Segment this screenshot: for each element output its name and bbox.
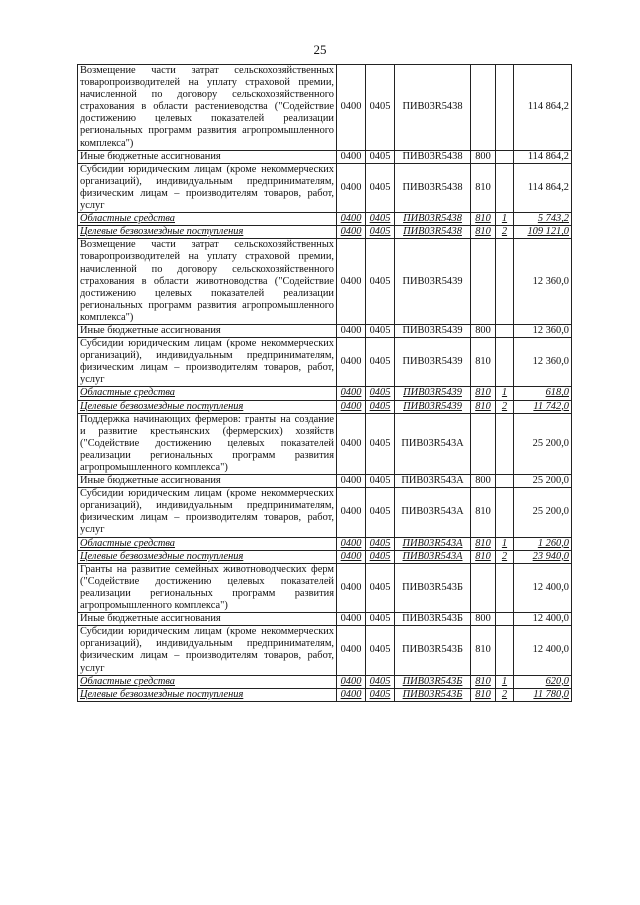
row-target-code: ПИВ03R543Б bbox=[395, 675, 471, 688]
row-amount: 12 360,0 bbox=[514, 324, 572, 337]
table-row bbox=[78, 613, 572, 626]
row-amount: 5 743,2 bbox=[514, 213, 572, 226]
row-name: Гранты на развитие семейных животноводческих ферм ("Содействие достижению целевых показателей реализации региональных программ развития агропромышленного комплекса") bbox=[78, 563, 337, 612]
row-section-code: 0400 bbox=[337, 226, 366, 239]
row-target-code: ПИВ03R5439 bbox=[395, 239, 471, 325]
row-subsection-code: 0405 bbox=[366, 475, 395, 488]
row-section-code: 0400 bbox=[337, 550, 366, 563]
row-amount: 618,0 bbox=[514, 387, 572, 400]
row-section-code: 0400 bbox=[337, 563, 366, 612]
row-source-code bbox=[496, 613, 514, 626]
row-target-code: ПИВ03R543Б bbox=[395, 563, 471, 612]
table-row bbox=[78, 488, 572, 537]
row-section-code: 0400 bbox=[337, 150, 366, 163]
row-name: Целевые безвозмездные поступления bbox=[78, 688, 337, 701]
row-source-code: 1 bbox=[496, 213, 514, 226]
row-target-code: ПИВ03R543А bbox=[395, 550, 471, 563]
table-row bbox=[78, 563, 572, 612]
row-section-code: 0400 bbox=[337, 626, 366, 675]
row-subsection-code: 0405 bbox=[366, 163, 395, 212]
row-source-code bbox=[496, 65, 514, 151]
row-amount: 11 780,0 bbox=[514, 688, 572, 701]
table-row bbox=[78, 550, 572, 563]
table-row bbox=[78, 387, 572, 400]
row-expense-type-code: 800 bbox=[471, 475, 496, 488]
row-expense-type-code bbox=[471, 239, 496, 325]
table-row bbox=[78, 338, 572, 387]
row-section-code: 0400 bbox=[337, 387, 366, 400]
row-section-code: 0400 bbox=[337, 163, 366, 212]
table-row bbox=[78, 413, 572, 474]
row-subsection-code: 0405 bbox=[366, 324, 395, 337]
table-row bbox=[78, 65, 572, 151]
table-row bbox=[78, 226, 572, 239]
row-target-code: ПИВ03R543А bbox=[395, 475, 471, 488]
row-expense-type-code: 810 bbox=[471, 387, 496, 400]
row-amount: 12 360,0 bbox=[514, 338, 572, 387]
row-subsection-code: 0405 bbox=[366, 626, 395, 675]
row-source-code bbox=[496, 324, 514, 337]
row-subsection-code: 0405 bbox=[366, 338, 395, 387]
row-subsection-code: 0405 bbox=[366, 226, 395, 239]
row-section-code: 0400 bbox=[337, 65, 366, 151]
row-source-code: 2 bbox=[496, 400, 514, 413]
row-amount: 12 400,0 bbox=[514, 626, 572, 675]
row-amount: 12 400,0 bbox=[514, 613, 572, 626]
row-section-code: 0400 bbox=[337, 537, 366, 550]
table-row bbox=[78, 150, 572, 163]
row-name: Иные бюджетные ассигнования bbox=[78, 475, 337, 488]
row-name: Целевые безвозмездные поступления bbox=[78, 550, 337, 563]
row-source-code bbox=[496, 163, 514, 212]
row-expense-type-code: 810 bbox=[471, 537, 496, 550]
row-amount: 25 200,0 bbox=[514, 413, 572, 474]
row-section-code: 0400 bbox=[337, 413, 366, 474]
row-name: Иные бюджетные ассигнования bbox=[78, 613, 337, 626]
row-expense-type-code: 810 bbox=[471, 675, 496, 688]
row-expense-type-code: 800 bbox=[471, 613, 496, 626]
row-name: Иные бюджетные ассигнования bbox=[78, 150, 337, 163]
row-name: Субсидии юридическим лицам (кроме некоммерческих организаций), индивидуальным предпринимателям, физическим лицам – производителям товаров, работ, услуг bbox=[78, 626, 337, 675]
row-target-code: ПИВ03R5438 bbox=[395, 65, 471, 151]
row-expense-type-code: 810 bbox=[471, 226, 496, 239]
row-expense-type-code: 810 bbox=[471, 400, 496, 413]
row-subsection-code: 0405 bbox=[366, 213, 395, 226]
row-source-code: 1 bbox=[496, 387, 514, 400]
row-section-code: 0400 bbox=[337, 338, 366, 387]
row-section-code: 0400 bbox=[337, 239, 366, 325]
table-row bbox=[78, 537, 572, 550]
row-target-code: ПИВ03R543Б bbox=[395, 613, 471, 626]
row-target-code: ПИВ03R5438 bbox=[395, 213, 471, 226]
row-amount: 114 864,2 bbox=[514, 150, 572, 163]
row-name: Областные средства bbox=[78, 675, 337, 688]
row-section-code: 0400 bbox=[337, 488, 366, 537]
row-name: Субсидии юридическим лицам (кроме некоммерческих организаций), индивидуальным предпринимателям, физическим лицам – производителям товаров, работ, услуг bbox=[78, 338, 337, 387]
row-expense-type-code: 800 bbox=[471, 150, 496, 163]
row-subsection-code: 0405 bbox=[366, 488, 395, 537]
row-name: Иные бюджетные ассигнования bbox=[78, 324, 337, 337]
row-target-code: ПИВ03R5438 bbox=[395, 163, 471, 212]
row-target-code: ПИВ03R543Б bbox=[395, 688, 471, 701]
table-row bbox=[78, 239, 572, 325]
row-subsection-code: 0405 bbox=[366, 150, 395, 163]
row-source-code bbox=[496, 563, 514, 612]
row-amount: 109 121,0 bbox=[514, 226, 572, 239]
row-section-code: 0400 bbox=[337, 675, 366, 688]
row-source-code: 2 bbox=[496, 688, 514, 701]
row-name: Целевые безвозмездные поступления bbox=[78, 226, 337, 239]
row-source-code: 1 bbox=[496, 675, 514, 688]
row-subsection-code: 0405 bbox=[366, 387, 395, 400]
row-subsection-code: 0405 bbox=[366, 413, 395, 474]
row-subsection-code: 0405 bbox=[366, 613, 395, 626]
row-source-code bbox=[496, 488, 514, 537]
row-expense-type-code bbox=[471, 413, 496, 474]
row-expense-type-code bbox=[471, 65, 496, 151]
row-subsection-code: 0405 bbox=[366, 675, 395, 688]
row-source-code bbox=[496, 150, 514, 163]
row-amount: 12 360,0 bbox=[514, 239, 572, 325]
table-row bbox=[78, 400, 572, 413]
row-name: Поддержка начинающих фермеров: гранты на создание и развитие крестьянских (фермерских) хозяйств ("Содействие достижению целевых показателей реализации региональных программ развития агропромышленного комплекса") bbox=[78, 413, 337, 474]
row-amount: 11 742,0 bbox=[514, 400, 572, 413]
row-target-code: ПИВ03R543А bbox=[395, 488, 471, 537]
row-subsection-code: 0405 bbox=[366, 563, 395, 612]
row-source-code: 2 bbox=[496, 226, 514, 239]
table-row bbox=[78, 163, 572, 212]
row-subsection-code: 0405 bbox=[366, 239, 395, 325]
row-expense-type-code: 810 bbox=[471, 163, 496, 212]
row-source-code bbox=[496, 413, 514, 474]
row-expense-type-code: 810 bbox=[471, 488, 496, 537]
row-name: Субсидии юридическим лицам (кроме некоммерческих организаций), индивидуальным предпринимателям, физическим лицам – производителям товаров, работ, услуг bbox=[78, 488, 337, 537]
row-name: Возмещение части затрат сельскохозяйственных товаропроизводителей на уплату страховой премии, начисленной по договору сельскохозяйственного страхования в области растениеводства ("Содействие достижению целевых показателей реализации региональных программ развития агропромышленного комплекса") bbox=[78, 65, 337, 151]
row-amount: 23 940,0 bbox=[514, 550, 572, 563]
row-target-code: ПИВ03R5438 bbox=[395, 150, 471, 163]
table-row bbox=[78, 688, 572, 701]
row-source-code: 1 bbox=[496, 537, 514, 550]
table-row bbox=[78, 475, 572, 488]
row-source-code bbox=[496, 338, 514, 387]
row-section-code: 0400 bbox=[337, 688, 366, 701]
row-amount: 114 864,2 bbox=[514, 163, 572, 212]
row-section-code: 0400 bbox=[337, 213, 366, 226]
row-section-code: 0400 bbox=[337, 400, 366, 413]
row-subsection-code: 0405 bbox=[366, 550, 395, 563]
row-expense-type-code bbox=[471, 563, 496, 612]
row-amount: 12 400,0 bbox=[514, 563, 572, 612]
row-source-code bbox=[496, 239, 514, 325]
row-name: Целевые безвозмездные поступления bbox=[78, 400, 337, 413]
budget-table-body bbox=[78, 65, 572, 702]
row-target-code: ПИВ03R5438 bbox=[395, 226, 471, 239]
table-row bbox=[78, 675, 572, 688]
row-subsection-code: 0405 bbox=[366, 537, 395, 550]
row-name: Областные средства bbox=[78, 537, 337, 550]
row-expense-type-code: 800 bbox=[471, 324, 496, 337]
row-name: Субсидии юридическим лицам (кроме некоммерческих организаций), индивидуальным предпринимателям, физическим лицам – производителям товаров, работ, услуг bbox=[78, 163, 337, 212]
row-amount: 1 260,0 bbox=[514, 537, 572, 550]
budget-table bbox=[77, 64, 572, 702]
page-number: 25 bbox=[313, 42, 327, 57]
table-row bbox=[78, 626, 572, 675]
row-source-code: 2 bbox=[496, 550, 514, 563]
row-target-code: ПИВ03R5439 bbox=[395, 338, 471, 387]
table-row bbox=[78, 213, 572, 226]
row-amount: 114 864,2 bbox=[514, 65, 572, 151]
row-target-code: ПИВ03R543Б bbox=[395, 626, 471, 675]
row-expense-type-code: 810 bbox=[471, 626, 496, 675]
row-amount: 25 200,0 bbox=[514, 488, 572, 537]
row-section-code: 0400 bbox=[337, 475, 366, 488]
row-name: Областные средства bbox=[78, 213, 337, 226]
row-name: Областные средства bbox=[78, 387, 337, 400]
row-target-code: ПИВ03R5439 bbox=[395, 324, 471, 337]
row-section-code: 0400 bbox=[337, 324, 366, 337]
row-expense-type-code: 810 bbox=[471, 213, 496, 226]
row-target-code: ПИВ03R5439 bbox=[395, 400, 471, 413]
row-source-code bbox=[496, 626, 514, 675]
row-amount: 25 200,0 bbox=[514, 475, 572, 488]
row-subsection-code: 0405 bbox=[366, 65, 395, 151]
row-expense-type-code: 810 bbox=[471, 550, 496, 563]
row-subsection-code: 0405 bbox=[366, 400, 395, 413]
row-amount: 620,0 bbox=[514, 675, 572, 688]
row-target-code: ПИВ03R543А bbox=[395, 537, 471, 550]
row-expense-type-code: 810 bbox=[471, 688, 496, 701]
row-expense-type-code: 810 bbox=[471, 338, 496, 387]
row-subsection-code: 0405 bbox=[366, 688, 395, 701]
row-source-code bbox=[496, 475, 514, 488]
table-row bbox=[78, 324, 572, 337]
row-section-code: 0400 bbox=[337, 613, 366, 626]
row-target-code: ПИВ03R5439 bbox=[395, 387, 471, 400]
row-name: Возмещение части затрат сельскохозяйственных товаропроизводителей на уплату страховой премии, начисленной по договору сельскохозяйственного страхования в области животноводства ("Содействие достижению целевых показателей реализации региональных программ развития агропромышленного комплекса") bbox=[78, 239, 337, 325]
row-target-code: ПИВ03R543А bbox=[395, 413, 471, 474]
